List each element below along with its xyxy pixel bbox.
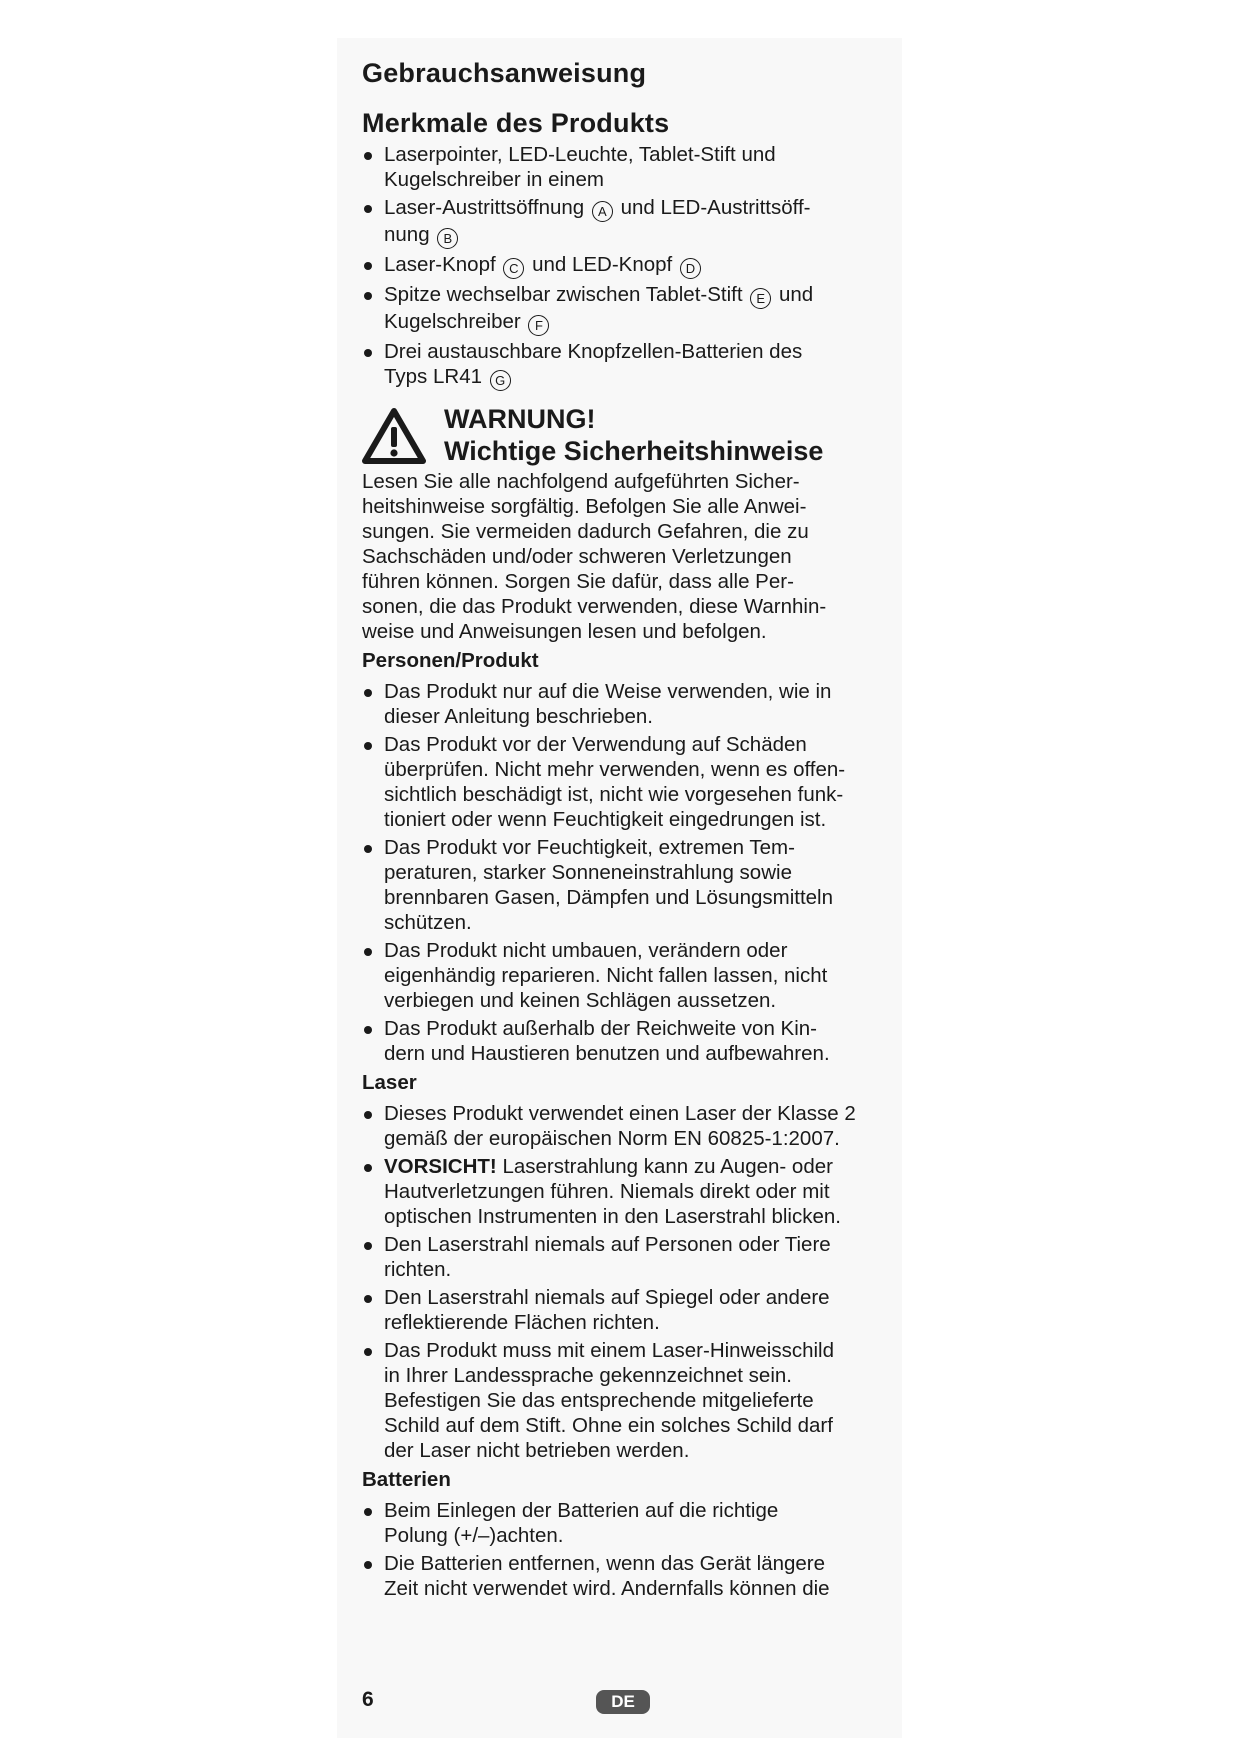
list-item: Das Produkt vor Feuchtigkeit, extremen Tem- peraturen, starker Sonneneinstrahlung sowie brennbaren Gasen, Dämpfen und Lösungsmitteln schützen. bbox=[362, 835, 902, 935]
feature-item: Drei austauschbare Knopfzellen-Batterien des Typs LR41 G bbox=[362, 339, 902, 391]
feature-item: Laserpointer, LED-Leuchte, Tablet-Stift und Kugelschreiber in einem bbox=[362, 142, 902, 192]
language-badge: DE bbox=[596, 1690, 650, 1714]
list-item: Das Produkt außerhalb der Reichweite von Kin- dern und Haustieren benutzen und aufbewahren. bbox=[362, 1016, 902, 1066]
list-item: VORSICHT! Laserstrahlung kann zu Augen- oder Hautverletzungen führen. Niemals direkt oder mit optischen Instrumenten in den Laserstrahl blicken. bbox=[362, 1154, 902, 1229]
list-item: Beim Einlegen der Batterien auf die richtige Polung (+/–)achten. bbox=[362, 1498, 902, 1548]
section-heading-laser: Laser bbox=[362, 1071, 417, 1094]
list-item: Dieses Produkt verwendet einen Laser der Klasse 2 gemäß der europäischen Norm EN 60825-1:2007. bbox=[362, 1101, 902, 1151]
label-c-marker: C bbox=[503, 258, 524, 279]
warning-header bbox=[362, 403, 902, 469]
caution-label: VORSICHT! bbox=[384, 1155, 497, 1178]
list-item: Das Produkt muss mit einem Laser-Hinweisschild in Ihrer Landessprache gekennzeichnet sein. Befestigen Sie das entsprechende mitgelieferte Schild auf dem Stift. Ohne ein solches Schild darf der Laser nicht betrieben werden. bbox=[362, 1338, 902, 1463]
list-item: Die Batterien entfernen, wenn das Gerät längere Zeit nicht verwendet wird. Andernfalls können die bbox=[362, 1551, 902, 1601]
feature-item: Spitze wechselbar zwischen Tablet-Stift E und Kugelschreiber F bbox=[362, 282, 902, 336]
warning-intro: Lesen Sie alle nachfolgend aufgeführten Sicher- heitshinweise sorgfältig. Befolgen Sie alle Anwei- sungen. Sie vermeiden dadurch Gefahren, die zu Sachschäden und/oder schweren Verletzungen führen können. Sorgen Sie dafür, dass alle Per- sonen, die das Produkt verwenden, diese Warnhin- weise und Anweisungen lesen und befolgen. bbox=[362, 470, 827, 643]
feature-item: Laser-Austrittsöffnung A und LED-Austrittsöff- nung B bbox=[362, 195, 902, 249]
section-heading-batterien: Batterien bbox=[362, 1468, 451, 1491]
label-g-marker: G bbox=[490, 370, 511, 391]
document-content bbox=[362, 56, 902, 1604]
list-item: Den Laserstrahl niemals auf Spiegel oder andere reflektierende Flächen richten. bbox=[362, 1285, 902, 1335]
personen-produkt-list bbox=[362, 679, 902, 1066]
document-title: Gebrauchsanweisung bbox=[362, 58, 647, 88]
label-d-marker: D bbox=[680, 258, 701, 279]
section-heading-personen-produkt: Personen/Produkt bbox=[362, 649, 539, 672]
list-item: Den Laserstrahl niemals auf Personen oder Tiere richten. bbox=[362, 1232, 902, 1282]
label-b-marker: B bbox=[437, 228, 458, 249]
features-heading: Merkmale des Produkts bbox=[362, 108, 670, 138]
laser-list bbox=[362, 1101, 902, 1463]
features-list bbox=[362, 142, 902, 391]
list-item: Das Produkt vor der Verwendung auf Schäden überprüfen. Nicht mehr verwenden, wenn es offen- sichtlich beschädigt ist, nicht wie vorgesehen funk- tioniert oder wenn Feuchtigkeit eingedrungen ist. bbox=[362, 732, 902, 832]
list-item: Das Produkt nur auf die Weise verwenden, wie in dieser Anleitung beschrieben. bbox=[362, 679, 902, 729]
label-f-marker: F bbox=[528, 315, 549, 336]
feature-item: Laser-Knopf C und LED-Knopf D bbox=[362, 252, 902, 279]
batterien-list bbox=[362, 1498, 902, 1601]
list-item: Das Produkt nicht umbauen, verändern oder eigenhändig reparieren. Nicht fallen lassen, nicht verbiegen und keinen Schlägen aussetzen. bbox=[362, 938, 902, 1013]
warning-title: WARNUNG! Wichtige Sicherheitshinweise bbox=[444, 404, 824, 466]
label-e-marker: E bbox=[750, 288, 771, 309]
warning-triangle-icon bbox=[362, 407, 426, 465]
label-a-marker: A bbox=[592, 201, 613, 222]
page-number: 6 bbox=[362, 1688, 374, 1711]
